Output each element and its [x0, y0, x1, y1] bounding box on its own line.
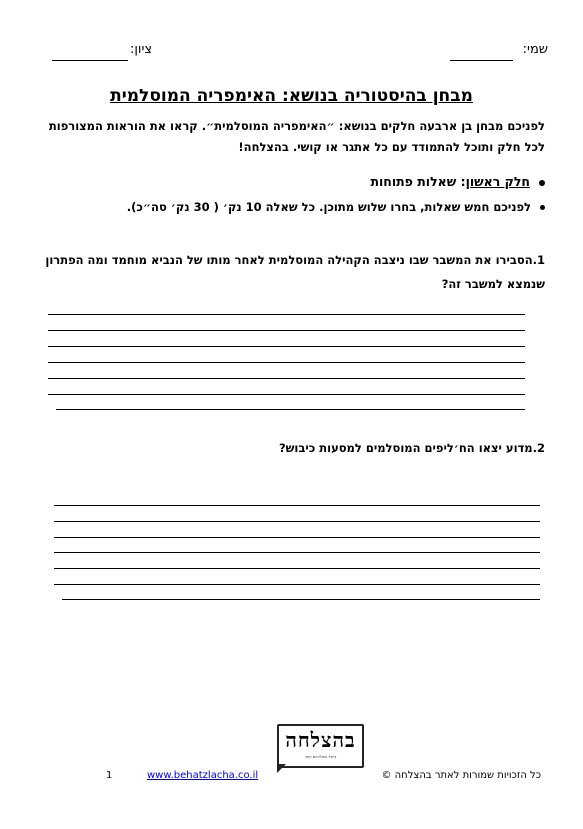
intro-text [35, 116, 545, 158]
answer-line[interactable] [54, 521, 540, 522]
answer-line[interactable] [48, 330, 525, 331]
intro-line-2: לכל חלק ותוכל להתמודד עם כל אתגר או קושי. בהצלחה! [238, 140, 545, 154]
answer-line[interactable] [48, 378, 525, 379]
site-logo [277, 724, 364, 768]
answer-line[interactable] [48, 362, 525, 363]
grade-label: ציון: [130, 42, 153, 57]
answer-line[interactable] [48, 314, 525, 315]
question-2 [40, 436, 545, 460]
question-1-line-2: שנמצא למשבר זה? [441, 277, 545, 291]
footer-url-link[interactable]: www.behatzlacha.co.il [147, 770, 259, 781]
bullet-icon [539, 180, 545, 186]
question-1 [40, 248, 545, 296]
name-label: שמי: [522, 42, 548, 57]
logo-speech-tail-icon [277, 764, 286, 773]
question-2-line-1: 2.מדוע יצאו הח׳ליפים המוסלמים למסעות כיבוש? [279, 441, 545, 455]
answer-line[interactable] [54, 505, 540, 506]
grade-field[interactable] [52, 60, 128, 61]
page-title: מבחן בהיסטוריה בנושא: האימפריה המוסלמית [110, 86, 473, 106]
answer-line[interactable] [54, 552, 540, 553]
answer-line[interactable] [48, 346, 525, 347]
part1-heading-suffix: : שאלות פתוחות [370, 174, 466, 189]
answer-line[interactable] [48, 394, 525, 395]
answer-line[interactable] [62, 599, 540, 600]
page-number: 1 [106, 770, 113, 781]
answer-line[interactable] [54, 568, 540, 569]
logo-tagline: ביחד מצליחים יותר [304, 754, 337, 759]
part1-heading [370, 174, 545, 189]
footer-copyright: כל הזכויות שמורות לאתר בהצלחה © [381, 770, 541, 781]
intro-line-1: לפניכם מבחן בן ארבעה חלקים בנושא: ״האימפריה המוסלמית״. קראו את הוראות המצורפות [48, 119, 545, 133]
part1-instruction-text: לפניכם חמש שאלות, בחרו שלוש מתוכן. כל שאלה 10 נק׳ ( 30 נק׳ סה״כ). [126, 200, 531, 214]
part1-instruction [127, 200, 545, 214]
answer-line[interactable] [54, 537, 540, 538]
answer-line[interactable] [56, 409, 525, 410]
part1-heading-prefix: חלק ראשון [465, 174, 530, 189]
bullet-icon [540, 205, 545, 210]
question-1-line-1: 1.הסבירו את המשבר שבו ניצבה הקהילה המוסלמית לאחר מותו של הנביא מוחמד ומה הפתרון [45, 253, 545, 267]
answer-line[interactable] [54, 584, 540, 585]
name-field[interactable] [450, 60, 513, 61]
logo-text: בהצלחה [285, 728, 356, 752]
